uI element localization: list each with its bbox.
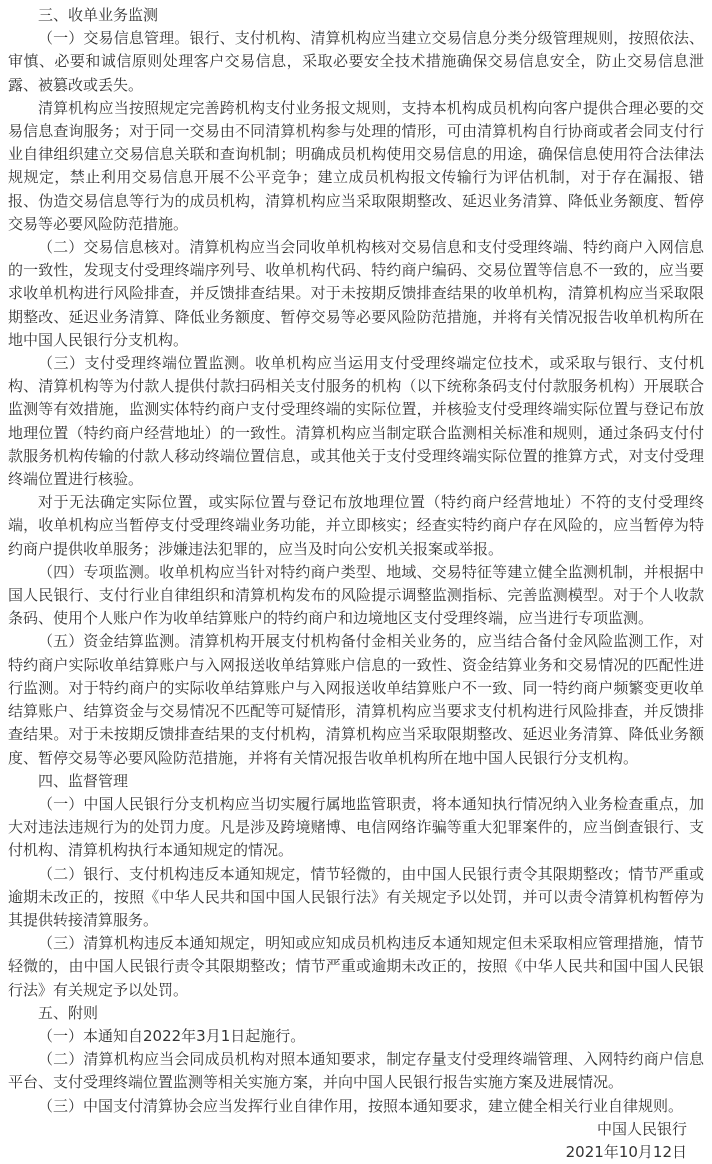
paragraph: （一）交易信息管理。银行、支付机构、清算机构应当建立交易信息分类分级管理规则，按照依法、审慎、必要和诚信原则处理客户交易信息，采取必要安全技术措施确保交易信息安全，防止交易信息泄露、被篡改或丢失。 — [8, 29, 704, 94]
paragraph: 清算机构应当按照规定完善跨机构支付业务报文规则，支持本机构成员机构向客户提供合理必要的交易信息查询服务；对于同一交易由不同清算机构参与处理的情形，可由清算机构自行协商或者会同支付行业自律组织建立交易信息关联和查询机制；明确成员机构使用交易信息的用途，确保信息使用符合法律法规规定，禁止利用交易信息开展不公平竞争；建立成员机构报文传输行为评估机制，对于存在漏报、错报、伪造交易信息等行为的成员机构，清算机构应当采取限期整改、延迟业务清算、降低业务额度、暂停交易等必要风险防范措施。 — [8, 98, 704, 233]
paragraph: （三）支付受理终端位置监测。收单机构应当运用支付受理终端定位技术，或采取与银行、支付机构、清算机构等为付款人提供付款扫码相关支付服务的机构（以下统称条码支付付款服务机构）开展联合监测等有效措施，监测实体特约商户支付受理终端的实际位置，并核验支付受理终端实际位置与登记布放地理位置（特约商户经营地址）的一致性。清算机构应当制定联合监测相关标准和规则，通过条码支付付款服务机构传输的付款人移动终端位置信息，或其他关于支付受理终端实际位置的推算方式，对支付受理终端位置进行核验。 — [8, 354, 704, 489]
paragraph: （三）中国支付清算协会应当发挥行业自律作用，按照本通知要求，建立健全相关行业自律规则。 — [38, 1096, 684, 1115]
section-heading-acquiring-monitoring: 三、收单业务监测 — [38, 6, 159, 24]
paragraph: （二）银行、支付机构违反本通知规定，情节轻微的，由中国人民银行责令其限期整改；情节严重或逾期未改正的，按照《中华人民共和国中国人民银行法》有关规定予以处罚，并可以责令清算机构暂停为其提供转接清算服务。 — [8, 864, 704, 929]
paragraph: （五）资金结算监测。清算机构开展支付机构备付金相关业务的，应当结合备付金风险监测工作，对特约商户实际收单结算账户与入网报送收单结算账户信息的一致性、资金结算业务和交易情况的匹配性进行监测。对于特约商户的实际收单结算账户与入网报送收单结算账户不一致、同一特约商户频繁变更收单结算账户、结算资金与交易情况不匹配等可疑情形，清算机构应当要求支付机构进行风险排查，并反馈排查结果。对于未按期反馈排查结果的支付机构，清算机构应当采取限期整改、延迟业务清算、降低业务额度、暂停交易等必要风险防范措施，并将有关情况报告收单机构所在地中国人民银行分支机构。 — [8, 632, 704, 767]
signature-block — [8, 1118, 704, 1164]
paragraph: （二）清算机构应当会同成员机构对照本通知要求，制定存量支付受理终端管理、入网特约商户信息平台、支付受理终端位置监测等相关实施方案，并向中国人民银行报告实施方案及进展情况。 — [8, 1050, 704, 1092]
paragraph: （二）交易信息核对。清算机构应当会同收单机构核对交易信息和支付受理终端、特约商户入网信息的一致性，发现支付受理终端序列号、收单机构代码、特约商户编码、交易位置等信息不一致的，应当要求收单机构进行风险排查，并反馈排查结果。对于未按期反馈排查结果的收单机构，清算机构应当采取限期整改、延迟业务清算、降低业务额度、暂停交易等必要风险防范措施，并将有关情况报告收单机构所在地中国人民银行分支机构。 — [8, 238, 704, 349]
paragraph: 对于无法确定实际位置，或实际位置与登记布放地理位置（特约商户经营地址）不符的支付受理终端，收单机构应当暂停支付受理终端业务功能，并立即核实；经查实特约商户存在风险的，应当暂停为特约商户提供收单服务；涉嫌违法犯罪的，应当及时向公安机关报案或举报。 — [8, 493, 704, 558]
signature-org: 中国人民银行 — [596, 1119, 687, 1138]
paragraph: （四）专项监测。收单机构应当针对特约商户类型、地域、交易特征等建立健全监测机制，并根据中国人民银行、支付行业自律组织和清算机构发布的风险提示调整监测指标、完善监测模型。对于个人收款条码、使用个人账户作为收单结算账户的特约商户和边境地区支付受理终端，应当进行专项监测。 — [8, 562, 704, 628]
paragraph: （一）中国人民银行分支机构应当切实履行属地监管职责，将本通知执行情况纳入业务检查重点，加大对违法违规行为的处罚力度。凡是涉及跨境赌博、电信网络诈骗等重大犯罪案件的，应当倒查银行、支付机构、清算机构执行本通知规定的情况。 — [8, 794, 704, 860]
paragraph: （一）本通知自2022年3月1日起施行。 — [38, 1026, 306, 1045]
section-heading-supplementary: 五、附则 — [38, 1003, 99, 1022]
section-heading-supervision: 四、监督管理 — [38, 771, 129, 790]
paragraph: （三）清算机构违反本通知规定，明知或应知成员机构违反本通知规定但未采取相应管理措施，情节轻微的，由中国人民银行责令其限期整改；情节严重或逾期未改正的，按照《中华人民共和国中国人民银行法》有关规定予以处罚。 — [8, 934, 704, 999]
signature-date: 2021年10月12日 — [565, 1142, 687, 1161]
